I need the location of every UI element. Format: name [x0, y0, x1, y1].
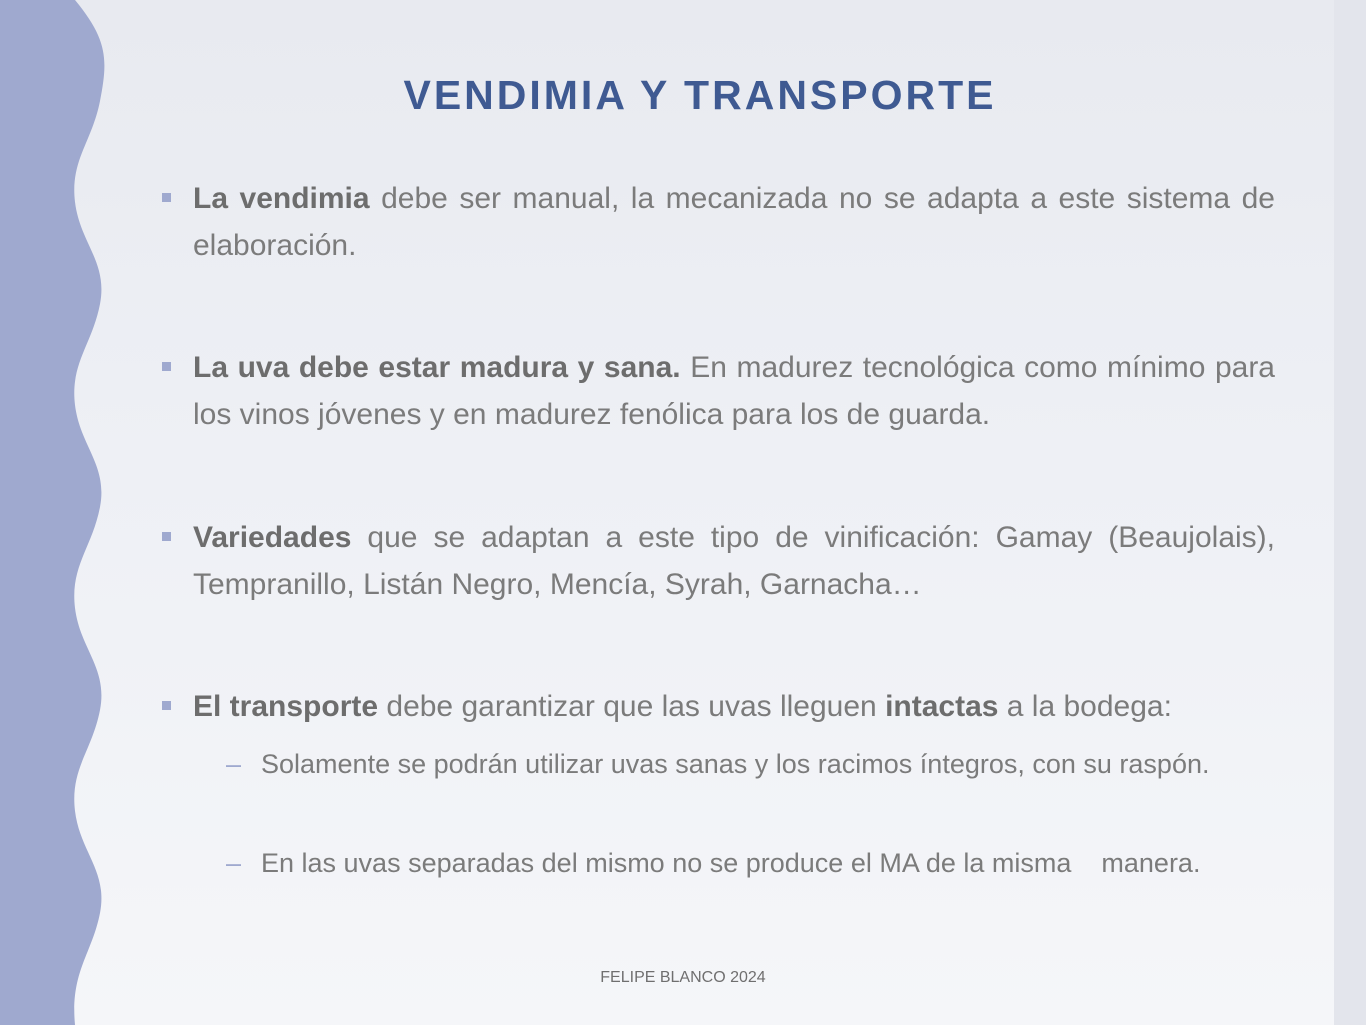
bullet-bold-text: La vendimia — [193, 182, 370, 215]
bullet-text: debe garantizar que las uvas lleguen — [378, 690, 886, 723]
dash-icon: – — [226, 749, 242, 779]
sub-item — [226, 842, 1275, 884]
bullet-transporte — [160, 683, 1275, 730]
bullet-square-icon — [162, 193, 171, 202]
bullet-square-icon — [162, 532, 171, 541]
bullet-bold-text: Variedades — [193, 521, 352, 554]
footer-credit: FELIPE BLANCO 2024 — [600, 969, 766, 986]
slide-title: VENDIMIA Y TRANSPORTE — [403, 72, 997, 118]
decorative-wave-band — [0, 0, 110, 1025]
sub-item — [226, 743, 1275, 785]
bullet-text: En madurez tecnológica como mínimo para los vinos jóvenes y en madurez fenólica para los de guarda. — [193, 351, 1275, 431]
bullet-bold-text: intactas — [885, 690, 999, 723]
bullet-text: debe ser manual, la mecanizada no se adapta a este sistema de elaboración. — [193, 182, 1275, 262]
bullet-square-icon — [162, 701, 171, 710]
bullet-uva — [160, 344, 1275, 438]
bullet-text: que se adaptan a este tipo de vinificación: Gamay (Beaujolais), Tempranillo, Listán Negro, Mencía, Syrah, Garnacha… — [193, 521, 1275, 601]
bullet-vendimia — [160, 175, 1275, 269]
bullet-text: a la bodega: — [998, 690, 1172, 723]
sub-item-text: Solamente se podrán utilizar uvas sanas y los racimos íntegros, con su raspón. — [261, 749, 1210, 779]
bullet-bold-text: El transporte — [193, 690, 379, 723]
right-edge-strip — [1334, 0, 1366, 1025]
bullet-bold-text: La uva debe estar madura y sana. — [193, 351, 681, 384]
bullet-variedades — [160, 514, 1275, 608]
bullet-square-icon — [162, 362, 171, 371]
sub-item-text: En las uvas separadas del mismo no se produce el MA de la misma manera. — [261, 848, 1201, 878]
dash-icon: – — [226, 848, 242, 878]
